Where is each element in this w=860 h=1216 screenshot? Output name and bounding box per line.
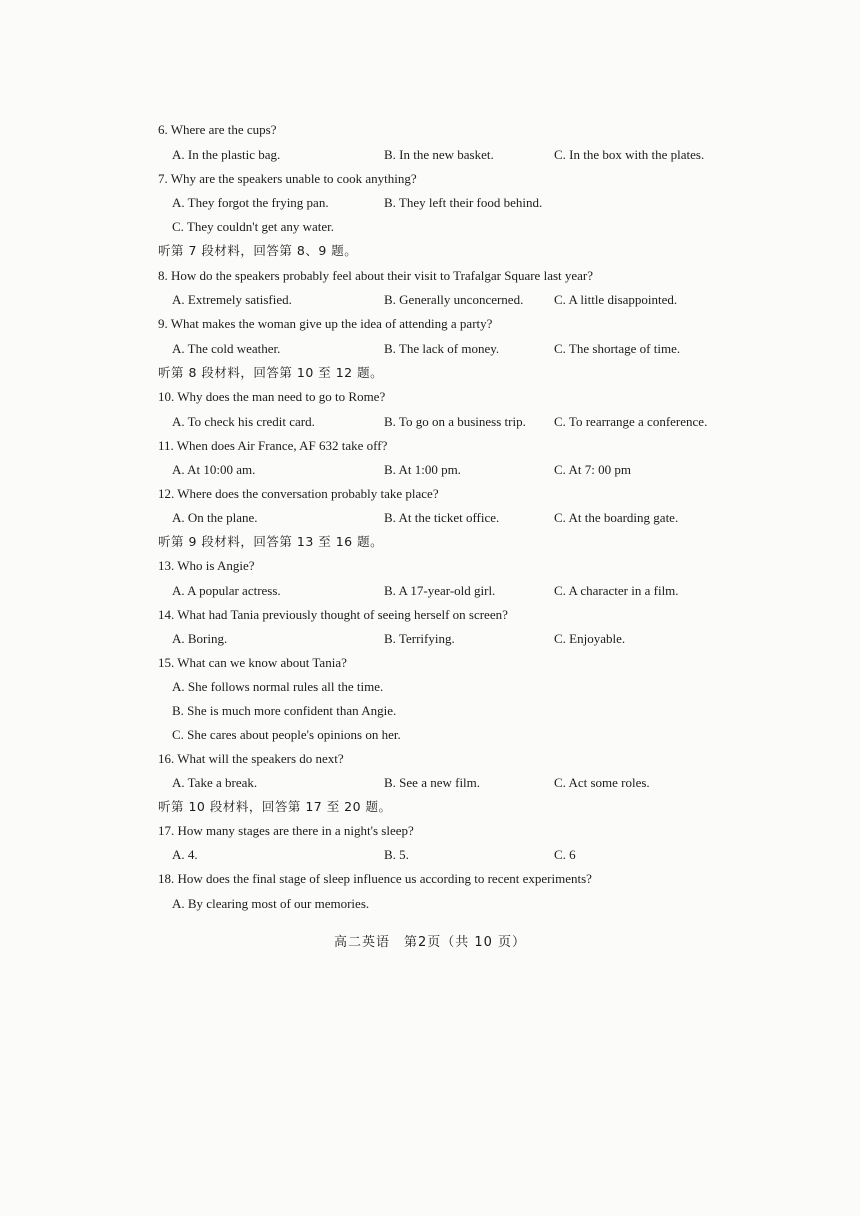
question-7-option-b: B. They left their food behind. [384, 195, 543, 210]
question-16-stem: 16. What will the speakers do next? [158, 751, 344, 766]
question-7-option-c: C. They couldn't get any water. [172, 219, 335, 234]
question-16-option-b: B. See a new film. [384, 775, 481, 790]
question-10-option-c: C. To rearrange a conference. [554, 414, 708, 429]
question-15-option-c: C. She cares about people's opinions on her. [172, 727, 401, 742]
question-18-option-a: A. By clearing most of our memories. [172, 896, 370, 911]
section-instruction-8: 听第 8 段材料，回答第 10 至 12 题。 [158, 365, 384, 380]
question-17-option-a: A. 4. [172, 847, 198, 862]
page-footer: 高二英语 第2页（共 10 页） [333, 935, 527, 950]
section-instruction-10: 听第 10 段材料，回答第 17 至 20 题。 [158, 799, 392, 814]
question-13-option-b: B. A 17-year-old girl. [384, 583, 496, 598]
question-12-option-c: C. At the boarding gate. [554, 510, 679, 525]
question-6-option-a: A. In the plastic bag. [172, 147, 281, 162]
question-11-option-b: B. At 1:00 pm. [384, 462, 461, 477]
question-10-option-a: A. To check his credit card. [172, 414, 315, 429]
question-9-option-b: B. The lack of money. [384, 341, 500, 356]
question-7-option-a: A. They forgot the frying pan. [172, 195, 329, 210]
question-8-stem: 8. How do the speakers probably feel about their visit to Trafalgar Square last year? [158, 268, 594, 283]
question-9-option-a: A. The cold weather. [172, 341, 281, 356]
question-16-option-a: A. Take a break. [172, 775, 258, 790]
question-15-option-a: A. She follows normal rules all the time. [172, 679, 384, 694]
question-8-option-c: C. A little disappointed. [554, 292, 678, 307]
question-11-option-a: A. At 10:00 am. [172, 462, 256, 477]
question-8-option-a: A. Extremely satisfied. [172, 292, 292, 307]
question-13-option-c: C. A character in a film. [554, 583, 679, 598]
question-10-stem: 10. Why does the man need to go to Rome? [158, 389, 386, 404]
question-18-stem: 18. How does the final stage of sleep influence us according to recent experiments? [158, 871, 592, 886]
question-15-option-b: B. She is much more confident than Angie. [172, 703, 397, 718]
question-9-stem: 9. What makes the woman give up the idea of attending a party? [158, 316, 493, 331]
question-14-option-b: B. Terrifying. [384, 631, 455, 646]
question-14-option-a: A. Boring. [172, 631, 228, 646]
question-6-stem: 6. Where are the cups? [158, 122, 277, 137]
question-17-option-b: B. 5. [384, 847, 409, 862]
question-13-option-a: A. A popular actress. [172, 583, 281, 598]
section-instruction-9: 听第 9 段材料，回答第 13 至 16 题。 [158, 534, 384, 549]
question-9-option-c: C. The shortage of time. [554, 341, 681, 356]
question-12-option-a: A. On the plane. [172, 510, 258, 525]
question-8-option-b: B. Generally unconcerned. [384, 292, 524, 307]
question-6-option-b: B. In the new basket. [384, 147, 494, 162]
question-11-option-c: C. At 7: 00 pm [554, 462, 631, 477]
question-17-stem: 17. How many stages are there in a night's sleep? [158, 823, 414, 838]
question-17-option-c: C. 6 [554, 847, 576, 862]
question-10-option-b: B. To go on a business trip. [384, 414, 526, 429]
question-12-stem: 12. Where does the conversation probably take place? [158, 486, 439, 501]
question-16-option-c: C. Act some roles. [554, 775, 650, 790]
question-15-stem: 15. What can we know about Tania? [158, 655, 347, 670]
section-instruction-7: 听第 7 段材料，回答第 8、9 题。 [158, 243, 358, 258]
question-12-option-b: B. At the ticket office. [384, 510, 500, 525]
question-14-stem: 14. What had Tania previously thought of seeing herself on screen? [158, 607, 508, 622]
question-11-stem: 11. When does Air France, AF 632 take off? [158, 438, 388, 453]
question-14-option-c: C. Enjoyable. [554, 631, 626, 646]
question-6-option-c: C. In the box with the plates. [554, 147, 705, 162]
question-7-stem: 7. Why are the speakers unable to cook anything? [158, 171, 417, 186]
question-13-stem: 13. Who is Angie? [158, 558, 255, 573]
